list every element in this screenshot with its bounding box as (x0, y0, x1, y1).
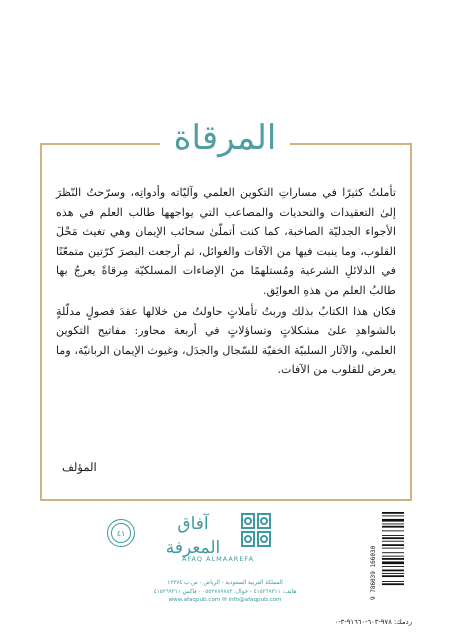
barcode-icon (382, 511, 404, 606)
blurb-paragraph-2: فكان هذا الكتابُ بذلك وربتُ تأملاتٍ حاولتُ من خلالها عقدَ فصولٍ مدلّلةٍ بالشواهدِ علىٰ مشكلاتٍ وتساؤلاتٍ في أربعة محاور: مفاتيح التكوين العلمي، والآثار السلبيّة الخفيّة للسّجال والجدَل، وغيوث الإيمان الربانيّة، وما يعرض للقلوب من الآفات. (56, 304, 396, 377)
series-name: آفاق المعرفة (165, 514, 221, 558)
barcode-digits: 9 786039 166030 (370, 545, 377, 600)
publisher-address: المملكة العربية السعودية - الرياض - ص.ب ١٢٣٧٤ (167, 580, 283, 586)
publisher-web: www.afaqpub.com ✉ info@afaqpub.com (168, 597, 282, 604)
series-number-badge: ٤١ (111, 523, 131, 543)
publisher-footer (60, 579, 390, 605)
title-wrap (0, 113, 450, 163)
blurb-text (56, 183, 396, 380)
book-title: المرقاة (160, 113, 291, 163)
isbn-text: ردمك: ٩٧٨-٦٠٣-٩١٦٦٠-٣-٠ (334, 618, 412, 626)
publisher-phones: هاتف: ٤١٥٢٦٩٣١١ - جوال: ٠٥٥٢٧٨٩٧٨٣ - فاكس ٤١٥٢٦٩٣١١ (153, 588, 297, 595)
series-latin-name: AFAQ ALMAAREFA (181, 555, 255, 563)
blurb-paragraph-1: تأملتُ كثيرًا في مساراتِ التكوين العلمي وآليّاته وأدواتِه، وسرّحتُ النّظرَ إلىٰ التعقيدات والتحديات والمصاعب التي يواجهها طالب العلم في هذه الأجواء الجدليّة الصاخبة، كما كنت أتملّىٰ سحائب الإيمان وهي تغيث مَحْلَ القلوب، وما ينبت فيها من الآفات والغوائل، ثم أرجعت البصرَ كرّتين متمعّنًا في الدلائلِ الشرعية ومُستلهمًا منَ الإضاءات المسلكيّة مِرقاةً يعرجُ بها طالبُ العلم من هذهِ العوائِق. (56, 186, 396, 297)
author-label: المؤلف (62, 460, 97, 474)
series-emblem-icon (238, 508, 274, 552)
